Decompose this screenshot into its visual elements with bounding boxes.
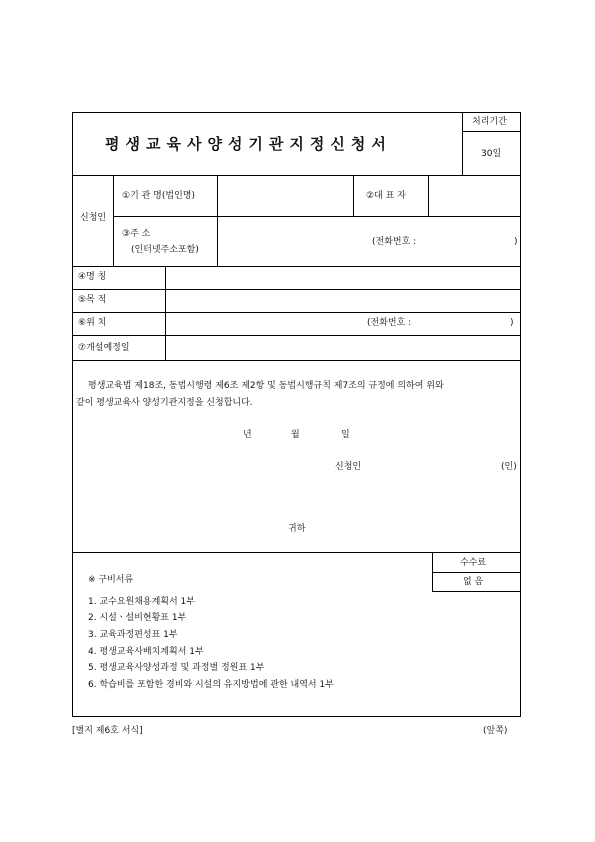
divider: [72, 266, 521, 267]
divider: [113, 216, 521, 217]
statement-line-1: 평생교육법 제18조, 동법시행령 제6조 제2항 및 동법시행규칙 제7조의 규정에 의하여 위와: [88, 381, 444, 391]
date-year-label: 년: [243, 430, 252, 440]
facility-purpose-field[interactable]: [168, 292, 516, 310]
facility-phone-label: (전화번호 :: [367, 318, 412, 328]
open-date-label: ⑦개설예정일: [78, 343, 130, 353]
processing-period-label: 처리기간: [472, 117, 507, 127]
frame-bottom: [72, 716, 521, 717]
required-docs-header: ※ 구비서류: [88, 575, 134, 585]
org-name-field[interactable]: [220, 178, 350, 214]
applicant-section-label: 신청인: [80, 213, 107, 223]
address-field[interactable]: [220, 219, 360, 263]
divider: [462, 131, 520, 132]
divider: [72, 360, 521, 361]
applicant-phone-field[interactable]: [428, 232, 510, 248]
list-item: 4. 평생교육사배치계획서 1부: [88, 647, 204, 657]
list-item: 1. 교수요원채용계획서 1부: [88, 597, 195, 607]
applicant-phone-label: (전화번호 :: [372, 237, 417, 247]
divider: [72, 175, 521, 176]
list-item: 6. 학습비를 포함한 경비와 시설의 유지방법에 관한 내역서 1부: [88, 680, 334, 690]
facility-purpose-label: ⑤목 적: [78, 295, 107, 305]
divider: [428, 175, 429, 216]
list-item: 3. 교육과정편성표 1부: [88, 630, 178, 640]
divider: [217, 175, 218, 266]
address-sub-label: (인터넷주소포함): [131, 245, 199, 255]
fee-value: 없 음: [463, 577, 484, 587]
divider: [432, 572, 521, 573]
facility-name-label: ④명 칭: [78, 272, 107, 282]
page-title: 평생교육사양성기관지정신청서: [105, 135, 392, 153]
divider: [72, 289, 521, 290]
divider: [432, 591, 521, 592]
divider: [462, 112, 463, 175]
divider: [165, 266, 166, 360]
list-item: 5. 평생교육사양성과정 및 과정별 정원표 1부: [88, 663, 265, 673]
facility-phone-close: ): [510, 318, 514, 328]
processing-period-value: 30일: [481, 149, 502, 159]
facility-phone-field[interactable]: [422, 315, 506, 333]
frame-top: [72, 112, 521, 113]
facility-location-label: ⑥위 치: [78, 318, 107, 328]
divider: [72, 312, 521, 313]
date-month-label: 월: [291, 430, 300, 440]
divider: [72, 552, 521, 553]
recipient-label: 귀하: [288, 524, 306, 534]
frame-left: [72, 112, 73, 717]
applicant-phone-close: ): [514, 237, 518, 247]
seal-label: (인): [501, 462, 517, 472]
divider: [113, 175, 114, 266]
facility-name-field[interactable]: [168, 269, 516, 287]
facility-location-field[interactable]: [168, 315, 363, 333]
signature-field[interactable]: [370, 458, 495, 476]
statement-line-2: 같이 평생교육사 양성기관지정을 신청합니다.: [76, 398, 253, 408]
open-date-field[interactable]: [168, 338, 516, 358]
divider: [353, 175, 354, 216]
org-name-label: ①기 관 명(법인명): [122, 191, 195, 201]
form-number: [별지 제6호 서식]: [72, 726, 143, 736]
frame-right: [520, 112, 521, 717]
fee-label: 수수료: [460, 558, 487, 568]
divider: [72, 335, 521, 336]
address-label: ③주 소: [122, 229, 151, 239]
page-side-label: (앞쪽): [483, 726, 508, 736]
representative-field[interactable]: [431, 178, 517, 214]
representative-label: ②대 표 자: [366, 191, 406, 201]
signature-applicant-label: 신청인: [335, 462, 362, 472]
list-item: 2. 시설ㆍ설비현황표 1부: [88, 613, 187, 623]
date-day-label: 일: [341, 430, 350, 440]
